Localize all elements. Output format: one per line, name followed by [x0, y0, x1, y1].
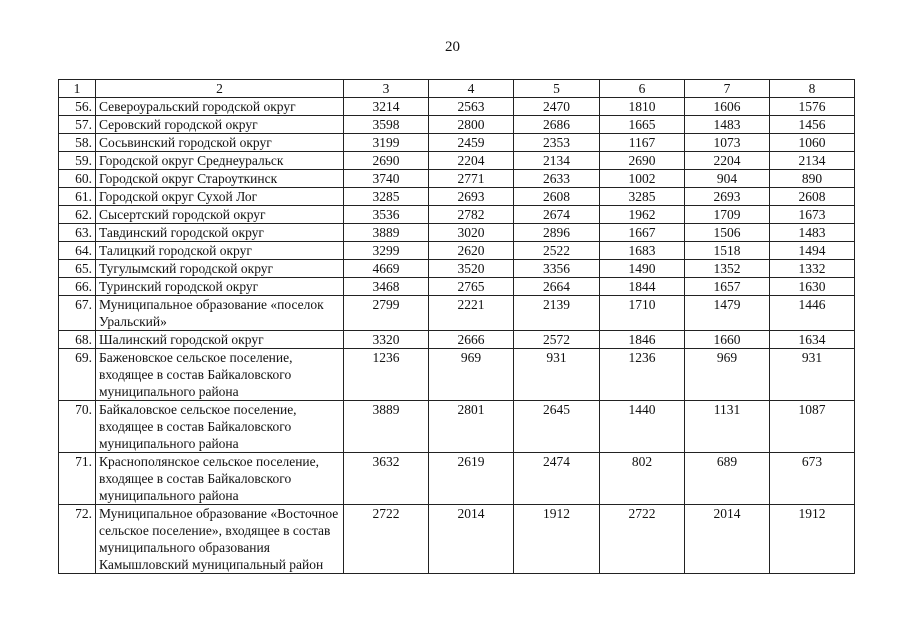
value-cell: 1683 — [600, 242, 685, 260]
value-cell: 1630 — [770, 278, 855, 296]
table-row — [59, 349, 855, 401]
value-cell: 2686 — [514, 116, 600, 134]
value-cell: 1912 — [770, 505, 855, 574]
row-number: 66. — [59, 278, 96, 296]
municipality-name: Тугулымский городской округ — [96, 260, 344, 278]
row-number: 64. — [59, 242, 96, 260]
municipality-name: Муниципальное образование «поселок Уральский» — [96, 296, 344, 331]
row-number: 57. — [59, 116, 96, 134]
row-number: 70. — [59, 401, 96, 453]
column-header: 8 — [770, 80, 855, 98]
value-cell: 1606 — [685, 98, 770, 116]
value-cell: 2690 — [600, 152, 685, 170]
municipality-name: Сысертский городской округ — [96, 206, 344, 224]
column-header: 3 — [344, 80, 429, 98]
municipality-name: Городской округ Сухой Лог — [96, 188, 344, 206]
value-cell: 2666 — [429, 331, 514, 349]
table-row — [59, 98, 855, 116]
row-number: 72. — [59, 505, 96, 574]
value-cell: 3299 — [344, 242, 429, 260]
value-cell: 2800 — [429, 116, 514, 134]
value-cell: 1456 — [770, 116, 855, 134]
value-cell: 2693 — [685, 188, 770, 206]
value-cell: 1352 — [685, 260, 770, 278]
table-row — [59, 278, 855, 296]
value-cell: 2619 — [429, 453, 514, 505]
table-row — [59, 116, 855, 134]
value-cell: 3632 — [344, 453, 429, 505]
value-cell: 2470 — [514, 98, 600, 116]
value-cell: 1709 — [685, 206, 770, 224]
value-cell: 3740 — [344, 170, 429, 188]
value-cell: 969 — [685, 349, 770, 401]
value-cell: 1657 — [685, 278, 770, 296]
value-cell: 1634 — [770, 331, 855, 349]
value-cell: 3199 — [344, 134, 429, 152]
municipality-name: Краснополянское сельское поселение, входящее в состав Байкаловского муниципального района — [96, 453, 344, 505]
value-cell: 2353 — [514, 134, 600, 152]
table-row — [59, 188, 855, 206]
value-cell: 2221 — [429, 296, 514, 331]
value-cell: 2674 — [514, 206, 600, 224]
value-cell: 2722 — [600, 505, 685, 574]
municipality-name: Муниципальное образование «Восточное сельское поселение», входящее в состав муниципального образования Камышловский муниципальный район — [96, 505, 344, 574]
value-cell: 2608 — [514, 188, 600, 206]
value-cell: 1483 — [685, 116, 770, 134]
row-number: 65. — [59, 260, 96, 278]
municipality-name: Тавдинский городской округ — [96, 224, 344, 242]
value-cell: 2693 — [429, 188, 514, 206]
value-cell: 2134 — [770, 152, 855, 170]
value-cell: 1710 — [600, 296, 685, 331]
table-row — [59, 206, 855, 224]
value-cell: 1490 — [600, 260, 685, 278]
value-cell: 1087 — [770, 401, 855, 453]
table-row — [59, 242, 855, 260]
value-cell: 2664 — [514, 278, 600, 296]
value-cell: 2572 — [514, 331, 600, 349]
value-cell: 802 — [600, 453, 685, 505]
value-cell: 689 — [685, 453, 770, 505]
municipality-name: Баженовское сельское поселение, входящее в состав Байкаловского муниципального района — [96, 349, 344, 401]
value-cell: 3285 — [344, 188, 429, 206]
row-number: 56. — [59, 98, 96, 116]
value-cell: 1660 — [685, 331, 770, 349]
value-cell: 2801 — [429, 401, 514, 453]
row-number: 71. — [59, 453, 96, 505]
value-cell: 1576 — [770, 98, 855, 116]
value-cell: 1332 — [770, 260, 855, 278]
municipality-name: Сосьвинский городской округ — [96, 134, 344, 152]
value-cell: 1673 — [770, 206, 855, 224]
value-cell: 904 — [685, 170, 770, 188]
row-number: 60. — [59, 170, 96, 188]
value-cell: 673 — [770, 453, 855, 505]
value-cell: 1844 — [600, 278, 685, 296]
value-cell: 3356 — [514, 260, 600, 278]
table-row — [59, 331, 855, 349]
value-cell: 1060 — [770, 134, 855, 152]
value-cell: 2782 — [429, 206, 514, 224]
value-cell: 2690 — [344, 152, 429, 170]
value-cell: 3889 — [344, 401, 429, 453]
value-cell: 2474 — [514, 453, 600, 505]
value-cell: 1167 — [600, 134, 685, 152]
municipality-name: Шалинский городской округ — [96, 331, 344, 349]
municipality-name: Байкаловское сельское поселение, входящее в состав Байкаловского муниципального района — [96, 401, 344, 453]
value-cell: 969 — [429, 349, 514, 401]
value-cell: 1236 — [600, 349, 685, 401]
row-number: 68. — [59, 331, 96, 349]
table-row — [59, 401, 855, 453]
value-cell: 1665 — [600, 116, 685, 134]
value-cell: 3468 — [344, 278, 429, 296]
table-row — [59, 260, 855, 278]
value-cell: 2522 — [514, 242, 600, 260]
value-cell: 3214 — [344, 98, 429, 116]
value-cell: 2799 — [344, 296, 429, 331]
value-cell: 1446 — [770, 296, 855, 331]
value-cell: 3285 — [600, 188, 685, 206]
row-number: 59. — [59, 152, 96, 170]
table-row — [59, 152, 855, 170]
value-cell: 931 — [770, 349, 855, 401]
table-row — [59, 453, 855, 505]
row-number: 67. — [59, 296, 96, 331]
value-cell: 1002 — [600, 170, 685, 188]
value-cell: 2014 — [429, 505, 514, 574]
row-number: 63. — [59, 224, 96, 242]
table-row — [59, 505, 855, 574]
value-cell: 1440 — [600, 401, 685, 453]
value-cell: 2563 — [429, 98, 514, 116]
column-header: 5 — [514, 80, 600, 98]
value-cell: 1506 — [685, 224, 770, 242]
value-cell: 1962 — [600, 206, 685, 224]
value-cell: 3320 — [344, 331, 429, 349]
value-cell: 2896 — [514, 224, 600, 242]
value-cell: 2633 — [514, 170, 600, 188]
value-cell: 2620 — [429, 242, 514, 260]
municipality-name: Туринский городской округ — [96, 278, 344, 296]
value-cell: 1810 — [600, 98, 685, 116]
value-cell: 3520 — [429, 260, 514, 278]
value-cell: 2204 — [429, 152, 514, 170]
value-cell: 1236 — [344, 349, 429, 401]
value-cell: 2204 — [685, 152, 770, 170]
municipality-name: Серовский городской округ — [96, 116, 344, 134]
value-cell: 1479 — [685, 296, 770, 331]
value-cell: 2765 — [429, 278, 514, 296]
municipality-name: Городской округ Староуткинск — [96, 170, 344, 188]
value-cell: 1912 — [514, 505, 600, 574]
column-header: 1 — [59, 80, 96, 98]
page-number: 20 — [445, 39, 460, 55]
value-cell: 2771 — [429, 170, 514, 188]
row-number: 61. — [59, 188, 96, 206]
table-row — [59, 134, 855, 152]
value-cell: 1846 — [600, 331, 685, 349]
value-cell: 2459 — [429, 134, 514, 152]
value-cell: 1073 — [685, 134, 770, 152]
municipality-name: Североуральский городской округ — [96, 98, 344, 116]
row-number: 62. — [59, 206, 96, 224]
value-cell: 1494 — [770, 242, 855, 260]
table-body — [59, 98, 855, 574]
value-cell: 931 — [514, 349, 600, 401]
value-cell: 1131 — [685, 401, 770, 453]
value-cell: 2645 — [514, 401, 600, 453]
value-cell: 2722 — [344, 505, 429, 574]
value-cell: 1483 — [770, 224, 855, 242]
value-cell: 1518 — [685, 242, 770, 260]
value-cell: 3598 — [344, 116, 429, 134]
value-cell: 2608 — [770, 188, 855, 206]
value-cell: 4669 — [344, 260, 429, 278]
column-header: 7 — [685, 80, 770, 98]
municipality-name: Талицкий городской округ — [96, 242, 344, 260]
row-number: 58. — [59, 134, 96, 152]
value-cell: 3889 — [344, 224, 429, 242]
municipality-name: Городской округ Среднеуральск — [96, 152, 344, 170]
value-cell: 2139 — [514, 296, 600, 331]
value-cell: 890 — [770, 170, 855, 188]
column-header: 2 — [96, 80, 344, 98]
value-cell: 2014 — [685, 505, 770, 574]
data-table — [58, 79, 855, 574]
value-cell: 3536 — [344, 206, 429, 224]
table-row — [59, 224, 855, 242]
header-row — [59, 80, 855, 98]
column-header: 4 — [429, 80, 514, 98]
row-number: 69. — [59, 349, 96, 401]
value-cell: 3020 — [429, 224, 514, 242]
column-header: 6 — [600, 80, 685, 98]
value-cell: 2134 — [514, 152, 600, 170]
table-row — [59, 170, 855, 188]
value-cell: 1667 — [600, 224, 685, 242]
table-row — [59, 296, 855, 331]
